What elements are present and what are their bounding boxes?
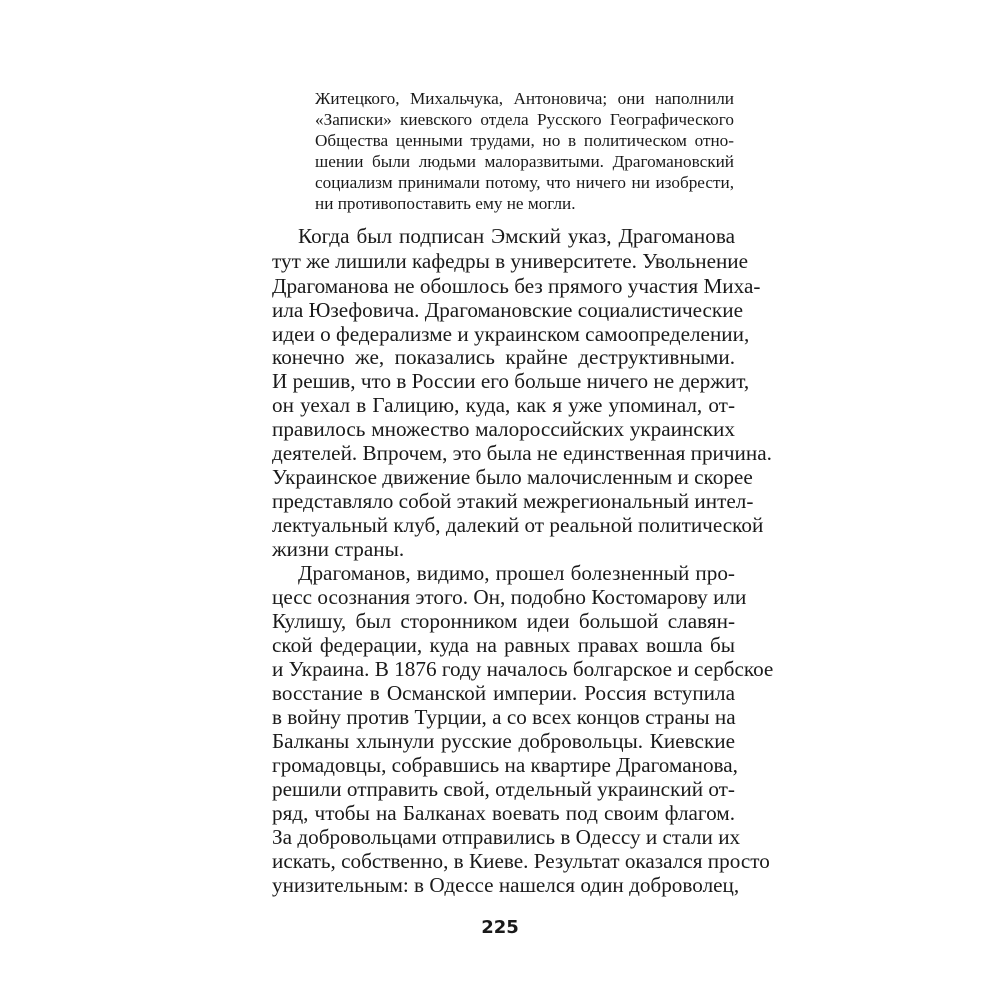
body-line: Украинское движение было малочисленным и скорее (272, 465, 753, 489)
body-line: он уехал в Галицию, куда, как я уже упоминал, от- (272, 393, 735, 417)
body-line: Кулишу, был сторонником идеи большой славян- (272, 609, 735, 633)
body-line: в войну против Турции, а со всех концов страны на (272, 705, 736, 729)
body-line: цесс осознания этого. Он, подобно Костомарову или (272, 585, 747, 609)
body-line: искать, собственно, в Киеве. Результат оказался просто (272, 849, 770, 873)
body-line: правилось множество малороссийских украинских (272, 417, 735, 441)
body-line: решили отправить свой, отдельный украинский от- (272, 777, 735, 801)
body-line: И решив, что в России его больше ничего не держит, (272, 369, 750, 393)
quote-line: социализм принимали потому, что ничего ни изобрести, (315, 173, 734, 192)
body-line: идеи о федерализме и украинском самоопределении, (272, 322, 750, 346)
body-line: ряд, чтобы на Балканах воевать под своим флагом. (272, 801, 735, 825)
body-line: Драгоманов, видимо, прошел болезненный про- (298, 561, 735, 585)
body-line: и Украина. В 1876 году началось болгарское и сербское (272, 657, 774, 681)
body-line: Драгоманова не обошлось без прямого участия Миха- (272, 274, 761, 298)
body-line: Когда был подписан Эмский указ, Драгоманова (298, 224, 735, 248)
body-line: представляло собой этакий межрегиональный интел- (272, 489, 754, 513)
body-line: ила Юзефовича. Драгомановские социалистические (272, 298, 743, 322)
body-line: тут же лишили кафедры в университете. Увольнение (272, 249, 749, 273)
quote-line: «Записки» киевского отдела Русского Географического (315, 110, 734, 129)
body-line: конечно же, показались крайне деструктивными. (272, 345, 735, 369)
quote-line: Житецкого, Михальчука, Антоновича; они наполнили (315, 89, 734, 108)
quote-line: шении были людьми малоразвитыми. Драгомановский (315, 152, 734, 171)
body-line: восстание в Османской империи. Россия вступила (272, 681, 735, 705)
body-line: громадовцы, собравшись на квартире Драгоманова, (272, 753, 738, 777)
page-number: 225 (481, 917, 519, 938)
body-line: жизни страны. (272, 537, 405, 561)
quote-line: ни противопоставить ему не могли. (315, 194, 576, 213)
body-line: лектуальный клуб, далекий от реальной политической (272, 513, 764, 537)
body-line: ской федерации, куда на равных правах вошла бы (272, 633, 735, 657)
quote-line: Общества ценными трудами, но в политическом отно- (315, 131, 734, 150)
body-line: За добровольцами отправились в Одессу и стали их (272, 825, 741, 849)
body-line: деятелей. Впрочем, это была не единственная причина. (272, 441, 772, 465)
body-line: унизительным: в Одессе нашелся один доброволец, (272, 873, 740, 897)
body-line: Балканы хлынули русские добровольцы. Киевские (272, 729, 735, 753)
